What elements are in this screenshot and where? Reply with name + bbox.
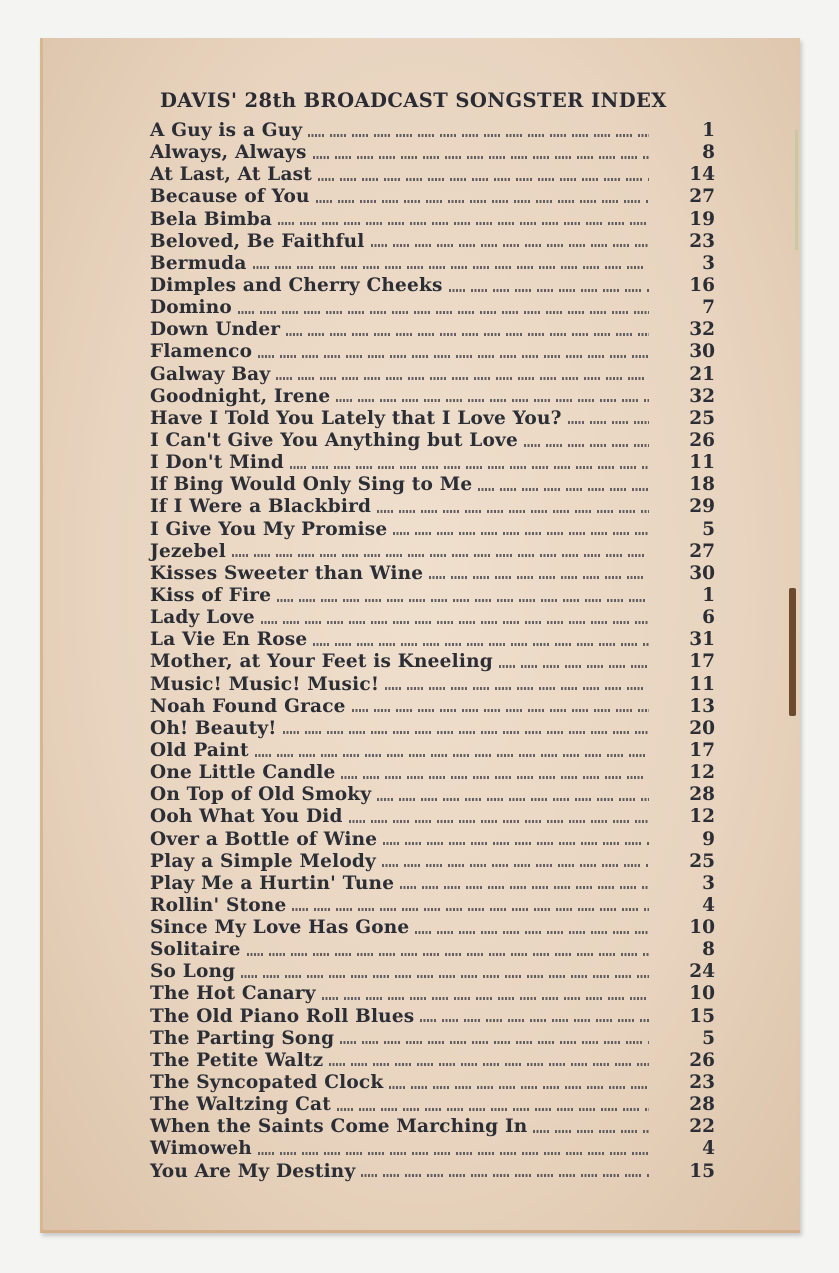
index-title: DAVIS' 28th BROADCAST SONGSTER INDEX (160, 89, 667, 112)
dot-leader (383, 842, 649, 845)
dot-leader (232, 554, 649, 557)
song-title: Ooh What You Did (150, 806, 343, 828)
song-title: If I Were a Blackbird (150, 496, 372, 518)
index-entry (150, 961, 715, 983)
index-entry (150, 939, 715, 961)
page-number: 15 (689, 1160, 715, 1182)
song-title: At Last, At Last (150, 164, 313, 186)
dot-leader (377, 798, 649, 801)
index-entry (150, 1161, 715, 1183)
page-number: 32 (689, 319, 715, 341)
dot-leader (290, 466, 649, 469)
song-title: Domino (150, 297, 232, 319)
page-number: 5 (702, 518, 715, 540)
page-number: 11 (689, 452, 715, 474)
index-entry (150, 696, 715, 718)
page-number: 17 (689, 739, 715, 761)
dot-leader (415, 931, 649, 934)
page-number: 26 (689, 1049, 715, 1071)
page-number: 25 (689, 407, 715, 429)
index-entry (150, 1138, 715, 1160)
spine-tape-mark (789, 588, 796, 716)
index-entry (150, 873, 715, 895)
page-number: 24 (689, 961, 715, 983)
dot-leader (278, 222, 649, 225)
dot-leader (261, 621, 649, 624)
index-entry (150, 430, 715, 452)
index-entry (150, 142, 715, 164)
index-entry (150, 496, 715, 518)
page-number: 11 (689, 673, 715, 695)
song-title: The Old Piano Roll Blues (150, 1005, 415, 1027)
song-title: The Petite Waltz (150, 1049, 324, 1071)
dot-leader (524, 444, 649, 447)
song-title: Rollin' Stone (150, 894, 287, 916)
page-number: 3 (702, 252, 715, 274)
song-title: Jezebel (150, 540, 226, 562)
index-entry (150, 1006, 715, 1028)
index-entry (150, 541, 715, 563)
page-number: 27 (689, 540, 715, 562)
page-number: 27 (689, 186, 715, 208)
index-entry (150, 740, 715, 762)
page-number: 22 (689, 1116, 715, 1138)
song-title: La Vie En Rose (150, 629, 308, 651)
song-title: The Hot Canary (150, 983, 316, 1005)
song-title: On Top of Old Smoky (150, 784, 372, 806)
index-entry (150, 452, 715, 474)
dot-leader (533, 1130, 649, 1133)
dot-leader (340, 1041, 649, 1044)
page-number: 19 (689, 208, 715, 230)
page-number: 23 (689, 230, 715, 252)
page-number: 29 (689, 496, 715, 518)
page-number: 4 (702, 894, 715, 916)
index-entry (150, 585, 715, 607)
dot-leader (371, 244, 649, 247)
index-entry (150, 895, 715, 917)
page-number: 1 (702, 120, 715, 141)
index-entry (150, 851, 715, 873)
index-entry (150, 319, 715, 341)
page-number: 21 (689, 363, 715, 385)
song-title: Mother, at Your Feet is Kneeling (150, 651, 493, 673)
dot-leader (277, 599, 649, 602)
song-title: Because of You (150, 186, 310, 208)
dot-leader (389, 1086, 649, 1089)
dot-leader (499, 665, 649, 668)
index-entry (150, 164, 715, 186)
dot-leader (429, 576, 649, 579)
song-index-list (150, 120, 715, 1183)
dot-leader (276, 377, 649, 380)
dot-leader (308, 134, 649, 137)
dot-leader (283, 731, 649, 734)
page-number: 10 (689, 983, 715, 1005)
dot-leader (337, 1108, 649, 1111)
page-number: 28 (689, 784, 715, 806)
song-title: Solitaire (150, 939, 241, 961)
page-number: 1 (702, 584, 715, 606)
song-title: You Are My Destiny (150, 1160, 356, 1182)
dot-leader (253, 266, 649, 269)
song-title: Kisses Sweeter than Wine (150, 562, 424, 584)
song-title: Goodnight, Irene (150, 385, 331, 407)
dot-leader (247, 953, 649, 956)
index-entry (150, 718, 715, 740)
index-entry (150, 563, 715, 585)
song-title: I Don't Mind (150, 452, 284, 474)
page-number: 28 (689, 1094, 715, 1116)
page-number: 26 (689, 429, 715, 451)
page-number: 4 (702, 1138, 715, 1160)
song-title: Bela Bimba (150, 208, 273, 230)
dot-leader (322, 997, 649, 1000)
song-title: I Can't Give You Anything but Love (150, 429, 518, 451)
dot-leader (420, 1019, 649, 1022)
dot-leader (341, 776, 649, 779)
dot-leader (238, 311, 649, 314)
dot-leader (478, 488, 649, 491)
dot-leader (255, 754, 649, 757)
song-title: Galway Bay (150, 363, 271, 385)
dot-leader (382, 864, 649, 867)
index-entry (150, 1116, 715, 1138)
page-number: 23 (689, 1072, 715, 1094)
index-entry (150, 762, 715, 784)
page-number: 31 (689, 629, 715, 651)
index-entry (150, 983, 715, 1005)
page-number: 12 (689, 762, 715, 784)
song-title: Bermuda (150, 252, 247, 274)
index-entry (150, 607, 715, 629)
dot-leader (393, 532, 649, 535)
song-title: Noah Found Grace (150, 695, 346, 717)
page-number: 14 (689, 164, 715, 186)
page-number: 25 (689, 850, 715, 872)
song-title: Lady Love (150, 607, 255, 629)
dot-leader (316, 200, 649, 203)
dot-leader (318, 178, 649, 181)
dot-leader (258, 355, 649, 358)
song-title: Have I Told You Lately that I Love You? (150, 407, 562, 429)
page-number: 10 (689, 917, 715, 939)
index-entry (150, 408, 715, 430)
song-title: Beloved, Be Faithful (150, 230, 365, 252)
song-title: If Bing Would Only Sing to Me (150, 474, 473, 496)
song-title: Down Under (150, 319, 281, 341)
index-entry (150, 120, 715, 142)
index-entry (150, 829, 715, 851)
song-title: Play Me a Hurtin' Tune (150, 872, 395, 894)
song-title: The Syncopated Clock (150, 1072, 384, 1094)
song-title: Oh! Beauty! (150, 717, 277, 739)
dot-leader (377, 510, 649, 513)
index-entry (150, 629, 715, 651)
index-entry (150, 1072, 715, 1094)
index-entry (150, 386, 715, 408)
song-title: The Waltzing Cat (150, 1094, 331, 1116)
dot-leader (449, 289, 649, 292)
index-entry (150, 1028, 715, 1050)
index-entry (150, 297, 715, 319)
page-number: 30 (689, 562, 715, 584)
page-number: 15 (689, 1005, 715, 1027)
page-number: 32 (689, 385, 715, 407)
dot-leader (292, 908, 649, 911)
song-title: Always, Always (150, 142, 307, 164)
index-entry (150, 253, 715, 275)
dot-leader (349, 820, 649, 823)
song-title: I Give You My Promise (150, 518, 388, 540)
song-title: Old Paint (150, 739, 249, 761)
index-entry (150, 784, 715, 806)
page-number: 7 (702, 297, 715, 319)
dot-leader (313, 156, 649, 159)
song-title: A Guy is a Guy (150, 120, 303, 141)
index-entry (150, 209, 715, 231)
song-title: Flamenco (150, 341, 253, 363)
dot-leader (313, 643, 649, 646)
index-entry (150, 806, 715, 828)
song-title: When the Saints Come Marching In (150, 1116, 528, 1138)
dot-leader (568, 421, 649, 424)
song-title: So Long (150, 961, 236, 983)
page-number: 16 (689, 274, 715, 296)
page-number: 17 (689, 651, 715, 673)
page-number: 5 (702, 1027, 715, 1049)
dot-leader (361, 1174, 649, 1177)
page-number: 12 (689, 806, 715, 828)
song-title: Kiss of Fire (150, 584, 272, 606)
song-title: The Parting Song (150, 1027, 335, 1049)
dot-leader (336, 399, 649, 402)
index-entry (150, 519, 715, 541)
song-title: Wimoweh (150, 1138, 252, 1160)
song-title: Music! Music! Music! (150, 673, 380, 695)
index-entry (150, 364, 715, 386)
page-number: 30 (689, 341, 715, 363)
song-title: Play a Simple Melody (150, 850, 376, 872)
dot-leader (241, 975, 649, 978)
dot-leader (385, 687, 649, 690)
index-entry (150, 231, 715, 253)
page-number: 8 (702, 142, 715, 164)
index-entry (150, 1050, 715, 1072)
song-title: Dimples and Cherry Cheeks (150, 274, 443, 296)
dot-leader (329, 1063, 649, 1066)
index-entry (150, 674, 715, 696)
dot-leader (400, 886, 649, 889)
page-number: 3 (702, 872, 715, 894)
song-title: Over a Bottle of Wine (150, 828, 378, 850)
index-entry (150, 917, 715, 939)
page-number: 6 (702, 607, 715, 629)
index-entry (150, 186, 715, 208)
index-entry (150, 275, 715, 297)
dot-leader (258, 1152, 649, 1155)
page-number: 8 (702, 939, 715, 961)
index-entry (150, 1094, 715, 1116)
index-entry (150, 474, 715, 496)
song-title: Since My Love Has Gone (150, 917, 410, 939)
page-number: 18 (689, 474, 715, 496)
song-title: One Little Candle (150, 762, 336, 784)
dot-leader (286, 333, 649, 336)
dot-leader (352, 709, 649, 712)
index-entry (150, 651, 715, 673)
index-entry (150, 341, 715, 363)
page-number: 9 (702, 828, 715, 850)
spine-stain (795, 130, 798, 250)
page-number: 20 (689, 717, 715, 739)
page-number: 13 (689, 695, 715, 717)
